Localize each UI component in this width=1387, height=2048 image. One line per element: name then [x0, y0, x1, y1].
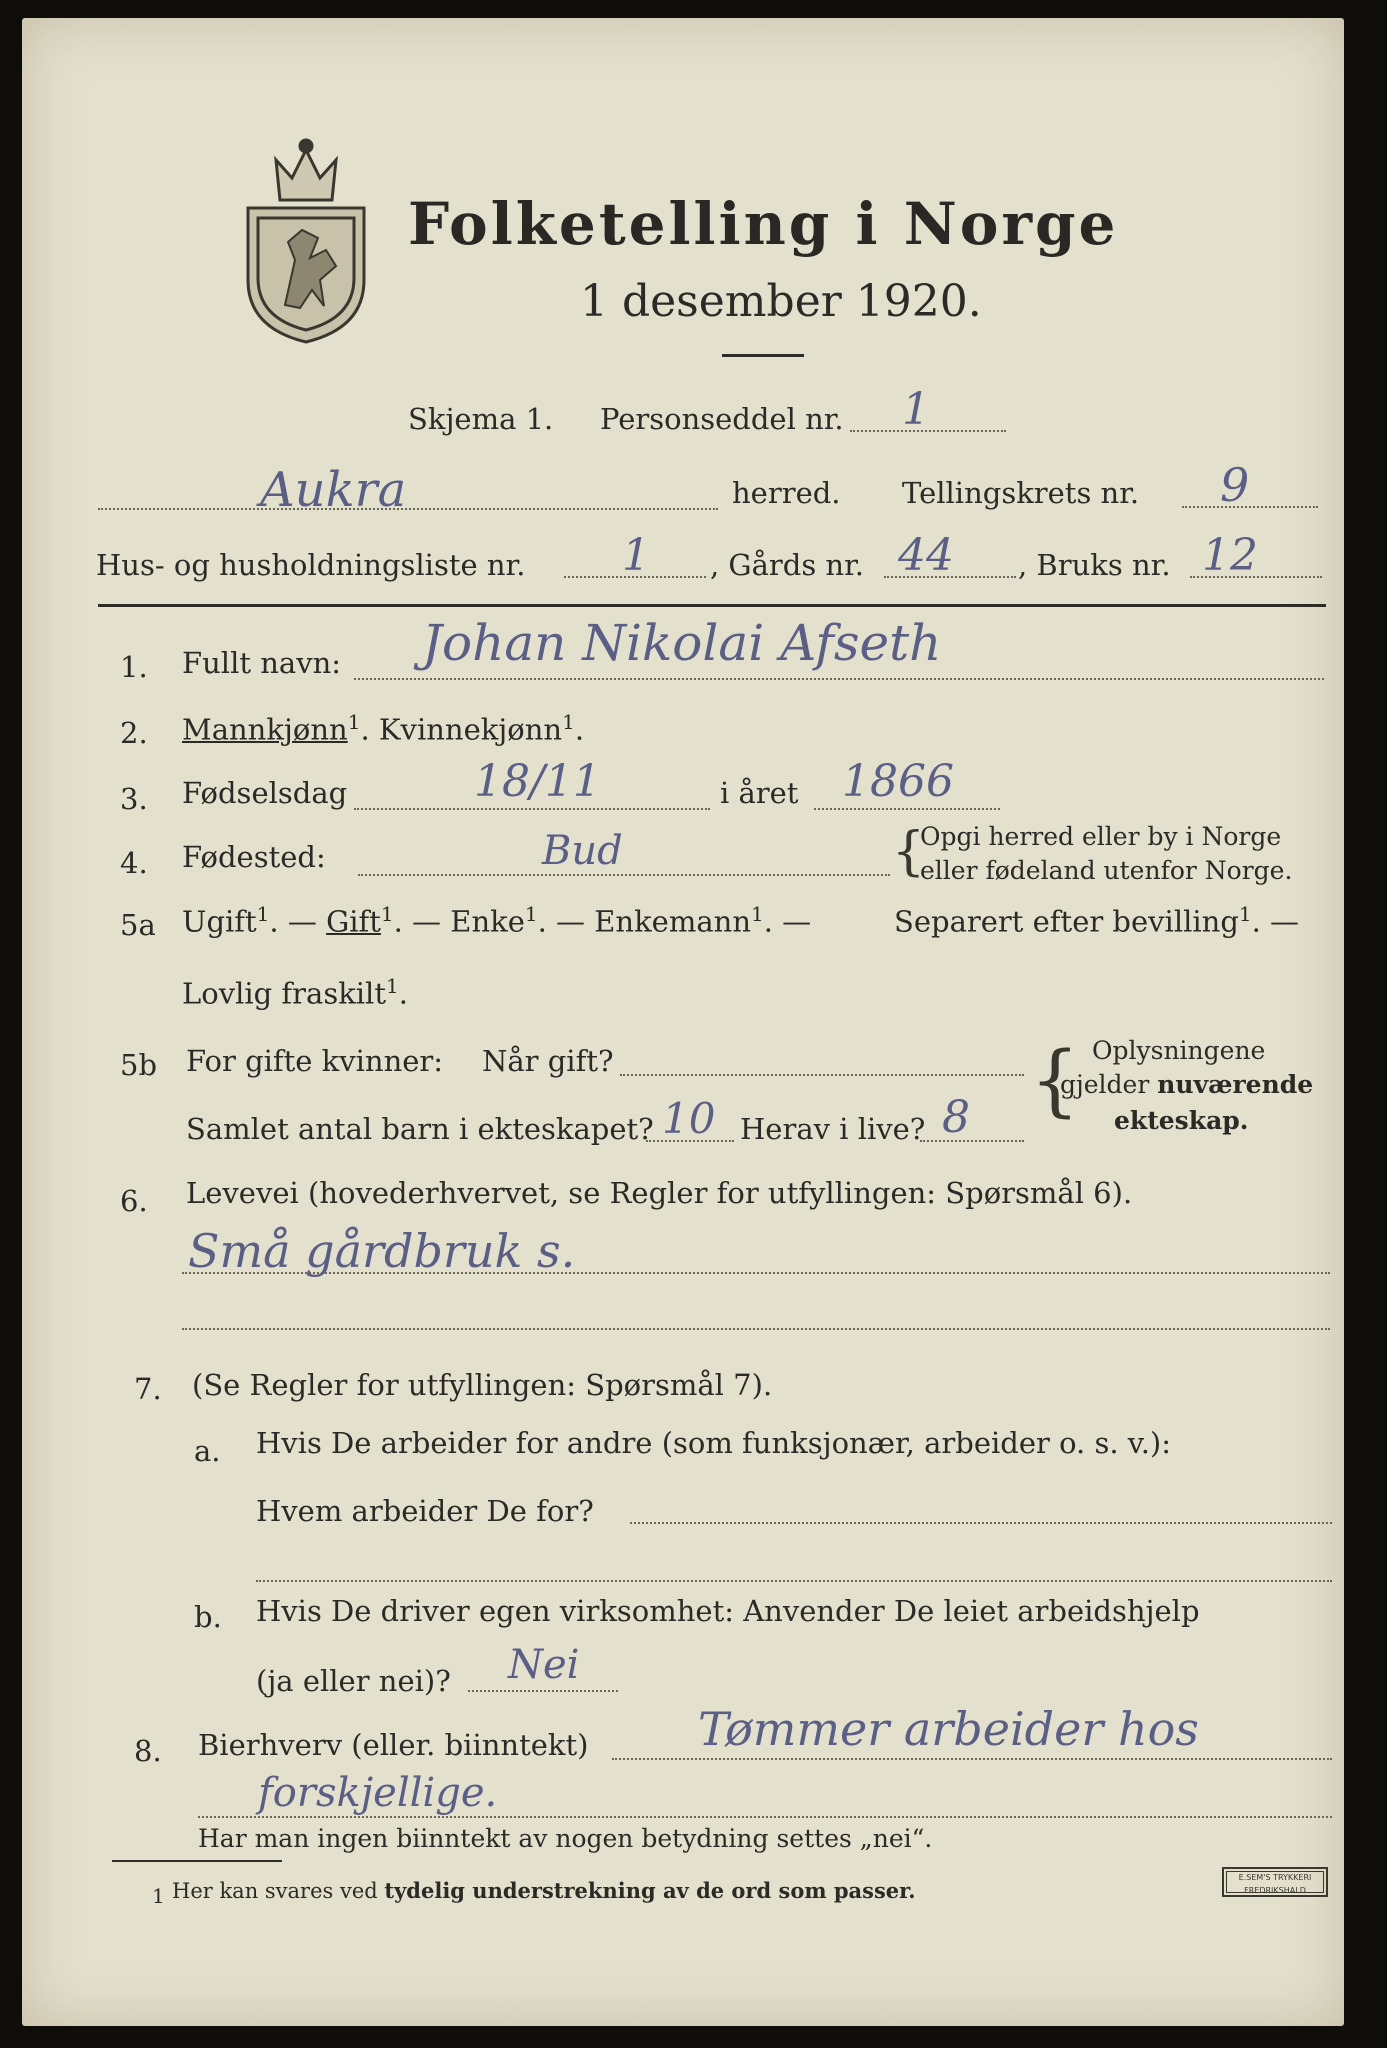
gards-value: 44 — [898, 530, 954, 581]
full-name-value: Johan Nikolai Afseth — [422, 614, 942, 672]
skjema-label: Skjema 1. — [408, 402, 554, 436]
q3-line — [354, 808, 710, 810]
q1-line — [354, 678, 1324, 680]
herred-line — [98, 508, 718, 510]
q7b-value: Nei — [508, 1642, 580, 1688]
kvinnekjonn-option: Kvinnekjønn — [378, 712, 563, 747]
q6-label: Levevei (hovederhvervet, se Regler for utfyllingen: Spørsmål 6). — [186, 1176, 1133, 1210]
hus-value: 1 — [622, 530, 650, 581]
personseddel-label: Personseddel nr. — [600, 402, 844, 436]
tellingskrets-value: 9 — [1220, 458, 1250, 512]
separert-option-wrap: Separert efter bevilling$^1$. — — [894, 902, 1300, 939]
q2-options: Mannkjønn$^1$. Kvinnekjønn$^1$. — [182, 710, 585, 747]
q5b-note-line1: Oplysningene — [1092, 1036, 1266, 1065]
q4-note-line2: eller fødeland utenfor Norge. — [920, 856, 1293, 885]
enkemann-option: Enkemann — [594, 904, 751, 939]
title-divider — [722, 354, 804, 357]
naar-gift-label: Når gift? — [482, 1044, 614, 1078]
q8-line2 — [198, 1816, 1332, 1818]
q1-label: Fullt navn: — [182, 646, 342, 680]
q4-note-line1: Opgi herred eller by i Norge — [920, 822, 1282, 851]
q7a-line2 — [256, 1580, 1332, 1582]
q8-label: Bierhverv (eller. biinntekt) — [198, 1728, 589, 1762]
ugift-option: Ugift — [182, 904, 257, 939]
q8-line1 — [612, 1758, 1332, 1760]
naar-gift-line — [620, 1074, 1024, 1076]
q5b-note-line3: ekteskap. — [1114, 1106, 1249, 1135]
gards-label: , Gårds nr. — [710, 548, 864, 582]
birthplace-value: Bud — [542, 828, 623, 874]
birthdate-value: 18/11 — [474, 756, 601, 807]
herav-line — [920, 1140, 1024, 1142]
separert-option: Separert efter bevilling — [894, 904, 1239, 939]
tellingskrets-line — [1182, 506, 1318, 508]
q5b-note-brace: { — [1030, 1036, 1080, 1126]
norway-coat-of-arms-icon — [240, 130, 372, 346]
side-income-value-2: forskjellige. — [258, 1770, 498, 1816]
q7b-letter: b. — [194, 1600, 222, 1634]
q3-label: Fødselsdag — [182, 776, 348, 810]
footnote-divider — [112, 1860, 282, 1862]
bruks-label: , Bruks nr. — [1018, 548, 1171, 582]
q3-year-line — [814, 808, 1000, 810]
q7a-sub-label: Hvem arbeider De for? — [256, 1494, 594, 1528]
q8-number: 8. — [134, 1734, 162, 1768]
tellingskrets-label: Tellingskrets nr. — [902, 476, 1140, 510]
marital-status-options: Ugift$^1$. — Gift$^1$. — Enke$^1$. — Enkemann$^1$. — — [182, 902, 812, 939]
footnote-number: 1 — [152, 1884, 165, 1908]
q1-number: 1. — [120, 650, 148, 684]
hus-label: Hus- og husholdningsliste nr. — [96, 548, 526, 582]
q4-note-brace: { — [892, 822, 926, 882]
printer-stamp: E.SEM'S TRYKKERI FREDRIKSHALD — [1222, 1867, 1328, 1897]
herred-label: herred. — [732, 476, 841, 510]
lovlig-fraskilt-wrap: Lovlig fraskilt$^1$. — [182, 974, 408, 1011]
q2-number: 2. — [120, 716, 148, 750]
q4-label: Fødested: — [182, 840, 326, 874]
q7a-letter: a. — [194, 1434, 221, 1468]
q7a-text: Hvis De arbeider for andre (som funksjonær, arbeider o. s. v.): — [256, 1426, 1172, 1460]
q4-number: 4. — [120, 846, 148, 880]
q7b-text: Hvis De driver egen virksomhet: Anvender De leiet arbeidshjelp — [256, 1594, 1200, 1628]
personseddel-value: 1 — [902, 384, 930, 435]
q5b-note-line2: gjelder nuværende — [1060, 1070, 1314, 1099]
bruks-value: 12 — [1202, 530, 1258, 581]
header-divider — [98, 604, 1326, 607]
q5b-label: For gifte kvinner: — [186, 1044, 444, 1078]
mannkjonn-option: Mannkjønn — [182, 712, 348, 747]
census-form-page — [22, 18, 1344, 2026]
q7-label: (Se Regler for utfyllingen: Spørsmål 7). — [192, 1368, 773, 1402]
q5b-number: 5b — [120, 1048, 158, 1082]
q3-number: 3. — [120, 782, 148, 816]
q7b-sub-label: (ja eller nei)? — [256, 1664, 451, 1698]
footnote-text: Her kan svares ved tydelig understrekning av de ord som passer. — [172, 1878, 916, 1903]
lovlig-fraskilt-option: Lovlig fraskilt — [182, 976, 386, 1011]
q5a-number: 5a — [120, 908, 156, 942]
samlet-barn-label: Samlet antal barn i ekteskapet? — [186, 1112, 654, 1146]
q4-line — [358, 874, 890, 876]
herav-value: 8 — [942, 1092, 970, 1143]
herred-value: Aukra — [260, 462, 407, 518]
q7a-line1 — [630, 1522, 1332, 1524]
q6-line2 — [182, 1328, 1330, 1330]
herav-label: Herav i live? — [740, 1112, 926, 1146]
enke-option: Enke — [450, 904, 525, 939]
birth-year-value: 1866 — [842, 756, 954, 807]
q7-number: 7. — [134, 1372, 162, 1406]
census-date: 1 desember 1920. — [580, 276, 982, 327]
q7b-line — [468, 1690, 618, 1692]
side-income-value-1: Tømmer arbeider hos — [698, 1702, 1199, 1756]
occupation-value: Små gårdbruk s. — [188, 1224, 576, 1278]
gift-option: Gift — [326, 904, 381, 939]
q8-note: Har man ingen biinntekt av nogen betydning settes „nei“. — [198, 1824, 933, 1853]
samlet-barn-value: 10 — [662, 1094, 716, 1143]
form-title: Folketelling i Norge — [408, 190, 1119, 258]
q3-year-label: i året — [720, 776, 799, 810]
q6-number: 6. — [120, 1184, 148, 1218]
